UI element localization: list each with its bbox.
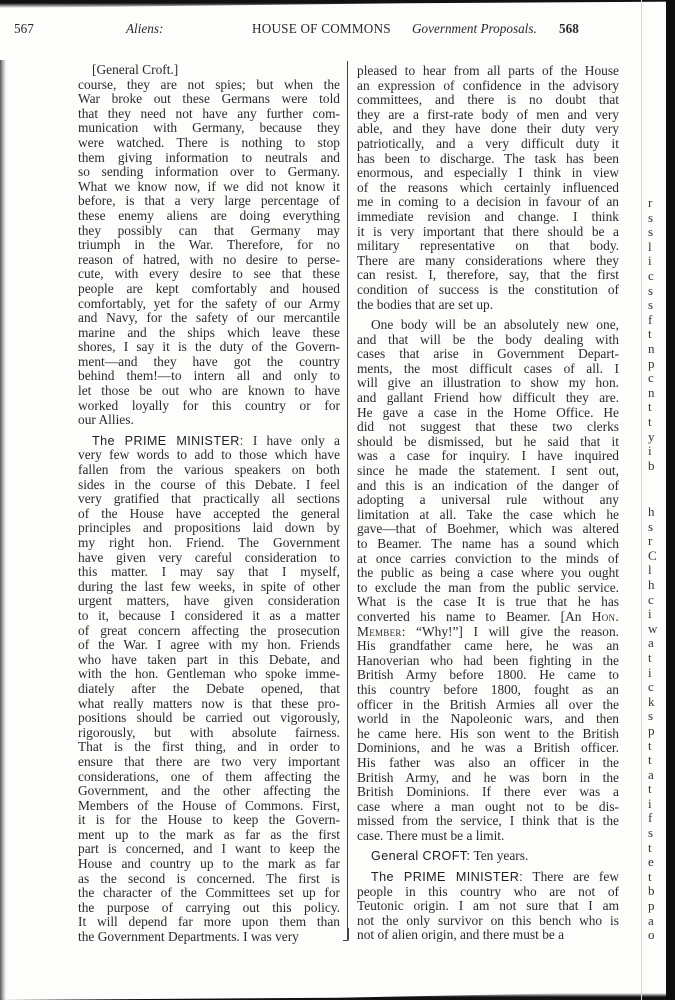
- text-line: people in this country who are not of: [357, 883, 619, 899]
- text-line: munication with Germany, because they: [78, 120, 340, 136]
- fragment-line: y: [648, 428, 655, 444]
- fragment-line: w: [648, 620, 658, 636]
- text-line: officer in the British Armies all over the: [357, 696, 619, 712]
- fragment-line: n: [648, 340, 655, 356]
- fragment-line: s: [648, 708, 654, 724]
- fragment-line: t: [648, 399, 652, 415]
- text-line: principles and propositions laid down by: [78, 520, 340, 536]
- text-line: British Army, and he was born in the: [357, 769, 619, 785]
- text-line: There are many considerations where they: [357, 252, 619, 268]
- text-line: to Beamer. The name has a sound which: [357, 536, 619, 551]
- text-line: House and country up to the mark as far: [78, 856, 340, 872]
- fragment-line: i: [648, 795, 652, 811]
- text-line: to it, because I considered it as a matter: [78, 607, 340, 623]
- fragment-line: p: [648, 898, 655, 914]
- text-line: ensure that there are two very important: [78, 753, 340, 769]
- text-line: to exclude the man from the public service.: [357, 579, 619, 595]
- text-line: of the War. I agree with my hon. Friends: [78, 637, 340, 653]
- text-line: at once carries conviction to the minds of: [357, 550, 619, 566]
- text-line: diately after the Debate opened, that: [78, 680, 340, 696]
- page-number-left: 567: [14, 21, 34, 36]
- text-line: as the second is concerned. The first is: [78, 870, 340, 886]
- text-line: of the House have accepted the general: [78, 505, 340, 521]
- text-line: let those be out who are known to have: [78, 383, 340, 399]
- fragment-line: f: [648, 311, 653, 327]
- text-line: so sending information over to Germany.: [78, 164, 340, 180]
- text-line: Member: “Why!”] I will give the reason.: [357, 623, 619, 639]
- text-line: part is concerned, and I want to keep the: [78, 841, 340, 857]
- fragment-line: t: [648, 649, 652, 665]
- text-line: them giving information to neutrals and: [78, 149, 340, 165]
- text-line: comfortably, yet for the safety of our Army: [78, 295, 340, 311]
- speaker-name: General CROFT:: [371, 849, 471, 864]
- fragment-line: p: [648, 722, 655, 738]
- text-line: able, and they have done their duty very: [357, 121, 619, 137]
- fragment-line: h: [648, 576, 655, 592]
- fragment-line: t: [648, 752, 652, 768]
- paragraph: [357, 870, 619, 943]
- text-line: Dominions, and he was a British officer.: [357, 740, 619, 756]
- text-line: the purpose of carrying out this policy.: [78, 899, 340, 915]
- text-line: since he made the statement. I sent out,: [357, 463, 619, 479]
- text-line: considerations, one of them affecting the: [78, 768, 340, 784]
- text-line: and Navy, for the safety of our mercantile: [78, 310, 340, 326]
- fragment-line: f: [648, 810, 653, 826]
- house-title: HOUSE OF COMMONS: [252, 21, 391, 36]
- text-line: British Dominions. If there ever was a: [357, 784, 619, 800]
- text-line: it is very important that there should be a: [357, 223, 619, 239]
- text-line: was a case for inquiry. I have inquired: [357, 448, 619, 464]
- fragment-line: c: [648, 591, 654, 607]
- text-line: He gave a case in the Home Office. He: [357, 404, 619, 420]
- text-line: worked loyally for this country or for: [78, 397, 340, 413]
- fragment-line: p: [648, 355, 655, 371]
- speech-text: I have only a: [243, 432, 340, 448]
- text-line: Members of the House of Commons. First,: [78, 797, 340, 813]
- fragment-line: h: [648, 504, 655, 519]
- text-line: cute, with every desire to see that these: [78, 266, 340, 282]
- fragment-line: l: [648, 238, 652, 254]
- fragment-line: r: [648, 533, 653, 549]
- section-title-left: Aliens:: [126, 21, 164, 36]
- text-line: triumph in the War. Therefore, for no: [78, 237, 340, 253]
- text-line: were watched. There is nothing to stop: [78, 134, 340, 150]
- fragment-line: s: [648, 282, 654, 298]
- text-line: before, is that a very large percentage of: [78, 193, 340, 209]
- scan-border-top: [0, 0, 675, 8]
- fragment-line: s: [648, 224, 654, 240]
- fragment-line: t: [648, 326, 652, 342]
- text-line: pleased to hear from all parts of the House: [357, 63, 619, 78]
- text-line: during the last few weeks, in spite of other: [78, 578, 340, 594]
- text-line: patriotically, and a very difficult duty it: [357, 135, 619, 151]
- section-title-right: Government Proposals.: [412, 21, 537, 36]
- text-line: they possibly can that Germany may: [78, 222, 340, 238]
- text-line: What we know now, if we did not know it: [78, 178, 340, 194]
- text-line: One body will be an absolutely new one,: [371, 317, 619, 333]
- speech-opening-line: [78, 434, 340, 449]
- text-line: the character of the Committees set up for: [78, 885, 340, 901]
- fragment-line: a: [648, 766, 654, 782]
- text-line: fallen from the various speakers on both: [78, 462, 340, 478]
- text-line: Teutonic origin. I am not sure that I am: [357, 898, 619, 914]
- text-line: my right hon. Friend. The Government: [78, 535, 340, 550]
- speaker-name: The PRIME MINISTER:: [92, 433, 244, 448]
- next-page-bottom-lines: [648, 505, 657, 943]
- text-line: world in the Napoleonic wars, and then: [357, 711, 619, 727]
- speech-text: Ten years.: [470, 848, 529, 864]
- column-divider: [347, 61, 348, 941]
- text-line: Government, and the other affecting the: [78, 783, 340, 799]
- text-line: immediate revision and change. I think: [357, 208, 619, 224]
- text-line: these enemy aliens are doing everything: [78, 207, 340, 223]
- text-line: marine and the ships which leave these: [78, 324, 340, 340]
- fragment-line: k: [648, 693, 655, 709]
- text-line: this country before 1800, fought as an: [357, 681, 619, 697]
- fragment-line: i: [648, 606, 652, 622]
- fragment-line: i: [648, 253, 652, 269]
- fragment-line: t: [648, 839, 652, 855]
- text-line: enormous, and especially I think in view: [357, 165, 619, 181]
- fragment-line: a: [648, 912, 654, 928]
- text-line: have given very careful consideration to: [78, 549, 340, 565]
- fragment-line: s: [648, 518, 654, 534]
- text-line: sides in the course of this Debate. I feel: [78, 476, 340, 492]
- text-line: British Army before 1800. He came to: [357, 667, 619, 683]
- text-line: this matter. I may say that I myself,: [78, 564, 340, 580]
- next-page-fragment: [648, 0, 666, 1000]
- page-gutter-line: [641, 0, 642, 1000]
- text-line: shores, I say it is the duty of the Govern-: [78, 339, 340, 355]
- text-line: His father was also an officer in the: [357, 754, 619, 770]
- fragment-line: t: [648, 781, 652, 797]
- speech-text: There are few: [523, 869, 619, 885]
- text-line: reason of hatred, with no desire to perse-: [78, 251, 340, 267]
- scan-shadow-left: [0, 60, 6, 1000]
- running-header: [14, 21, 590, 37]
- text-line: who have taken part in this Debate, and: [78, 651, 340, 667]
- fragment-line: o: [648, 927, 655, 943]
- fragment-line: r: [648, 195, 653, 210]
- fragment-line: n: [648, 384, 655, 400]
- text-line: they are a first-rate body of men and very: [357, 106, 619, 122]
- paragraph: [78, 434, 340, 945]
- text-line: His grandfather came here, he was an: [357, 638, 619, 654]
- page-number-right: 568: [559, 21, 579, 36]
- column-divider-end: [343, 928, 349, 941]
- paragraph: [357, 849, 619, 864]
- text-line: the bodies that are set up.: [357, 296, 494, 312]
- text-line: rigorously, but with absolute fairness.: [78, 724, 340, 740]
- text-line: did not suggest that these two clerks: [357, 419, 619, 435]
- fragment-line: b: [648, 457, 655, 473]
- text-line: not of alien origin, and there must be a: [357, 927, 565, 943]
- left-column-body: [78, 78, 340, 945]
- text-line: and this is an indication of the danger of: [357, 477, 619, 493]
- text-line: very few words to add to those which have: [78, 447, 340, 463]
- fragment-line: s: [648, 209, 654, 225]
- text-line: military representative on that body.: [357, 238, 619, 254]
- fragment-line: s: [648, 825, 654, 841]
- text-line: case. There must be a limit.: [357, 827, 505, 843]
- scan-border-right: [666, 0, 675, 1000]
- text-line: missed from the service, I think that is the: [357, 813, 619, 829]
- text-line: can resist. I, therefore, say, that the first: [357, 267, 619, 283]
- fragment-line: b: [648, 883, 655, 899]
- text-line: not the only survivor on this bench who is: [357, 912, 619, 928]
- text-line: converted his name to Beamer. [An Hon.: [357, 608, 619, 624]
- fragment-line: c: [648, 679, 654, 695]
- text-line: will give an illustration to show my hon.: [357, 375, 619, 391]
- fragment-line: c: [648, 370, 654, 386]
- next-page-top-lines: [648, 196, 655, 473]
- fragment-line: e: [648, 854, 654, 870]
- text-line: What is the case It is true that he has: [357, 594, 619, 610]
- text-line: an expression of confidence in the advisory: [357, 77, 619, 93]
- text-line: me in coming to a decision in favour of an: [357, 194, 619, 210]
- text-line: of great concern affecting the prosecution: [78, 622, 340, 638]
- fragment-line: a: [648, 635, 654, 651]
- text-line: people are kept comfortably and housed: [78, 280, 340, 296]
- text-line: it is for the House to keep the Govern-: [78, 812, 340, 828]
- speaker-name: The PRIME MINISTER:: [371, 870, 524, 885]
- scan-border-bottom: [0, 985, 675, 1000]
- text-line: limitation at all. Take the case which he: [357, 506, 619, 522]
- text-line: behind them!—to intern all and only to: [78, 368, 340, 384]
- paragraph: [357, 318, 619, 843]
- text-line: and gallant Friend how difficult they are.: [357, 390, 619, 406]
- fragment-line: t: [648, 868, 652, 884]
- left-column: [78, 63, 340, 945]
- text-line: positions should be carried out vigorously,: [78, 710, 340, 726]
- fragment-line: t: [648, 413, 652, 429]
- text-line: gave—that of Boehmer, which was altered: [357, 521, 619, 537]
- text-line: of the reasons which certainly influenced: [357, 179, 619, 195]
- text-line: adopting a universal rule without any: [357, 492, 619, 508]
- text-line: ment—and they have got the country: [78, 353, 340, 369]
- text-line: our Allies.: [78, 412, 134, 428]
- text-line: what really matters now is that these pro-: [78, 695, 340, 711]
- fragment-line: c: [648, 267, 654, 283]
- fragment-line: l: [648, 562, 652, 578]
- text-line: cases that arise in Government Depart-: [357, 346, 619, 362]
- text-line: That is the first thing, and in order to: [78, 739, 340, 755]
- text-line: urgent matters, have given consideration: [78, 593, 340, 609]
- fragment-line: s: [648, 297, 654, 313]
- fragment-line: C: [648, 547, 657, 563]
- text-line: case where a man ought not to be dis-: [357, 798, 619, 814]
- text-line: War broke out these Germans were told: [78, 91, 340, 107]
- text-line: should be dismissed, but he said that it: [357, 433, 619, 449]
- text-line: the Government Departments. I was very: [78, 929, 299, 945]
- text-line: It will depend far more upon them than: [78, 914, 340, 930]
- text-line: Hanoverian who had been fighting in the: [357, 652, 619, 668]
- text-line: and that will be the body dealing with: [357, 331, 619, 347]
- text-line: that they need not have any further com-: [78, 105, 340, 121]
- continuation-label: [General Croft.]: [92, 62, 179, 77]
- member-interjection: Member: [357, 623, 402, 639]
- text-line: very gratified that practically all sections: [78, 491, 340, 507]
- fragment-line: t: [648, 737, 652, 753]
- text-line: the public as being a case where you ought: [357, 565, 619, 581]
- member-interjection: Hon.: [591, 608, 619, 624]
- speech-opening-line: [357, 870, 619, 885]
- text-line: course, they are not spies; but when the: [78, 76, 340, 92]
- text-line: with the hon. Gentleman who spoke imme-: [78, 666, 340, 682]
- text-line: ment up to the mark as far as the first: [78, 826, 340, 842]
- text-line: he came here. His son went to the British: [357, 725, 619, 741]
- right-column-body: [357, 64, 619, 943]
- speech-opening-line: [357, 849, 619, 864]
- text-line: has been to discharge. The task has been: [357, 150, 619, 166]
- paragraph: [78, 78, 340, 428]
- fragment-line: i: [648, 443, 652, 459]
- text-line: committees, and there is no doubt that: [357, 92, 619, 108]
- fragment-line: i: [648, 664, 652, 680]
- right-column: [357, 64, 619, 943]
- paragraph: [357, 64, 619, 312]
- text-line: ments, the most difficult cases of all. I: [357, 360, 619, 376]
- text-line: condition of success is the constitution of: [357, 281, 619, 297]
